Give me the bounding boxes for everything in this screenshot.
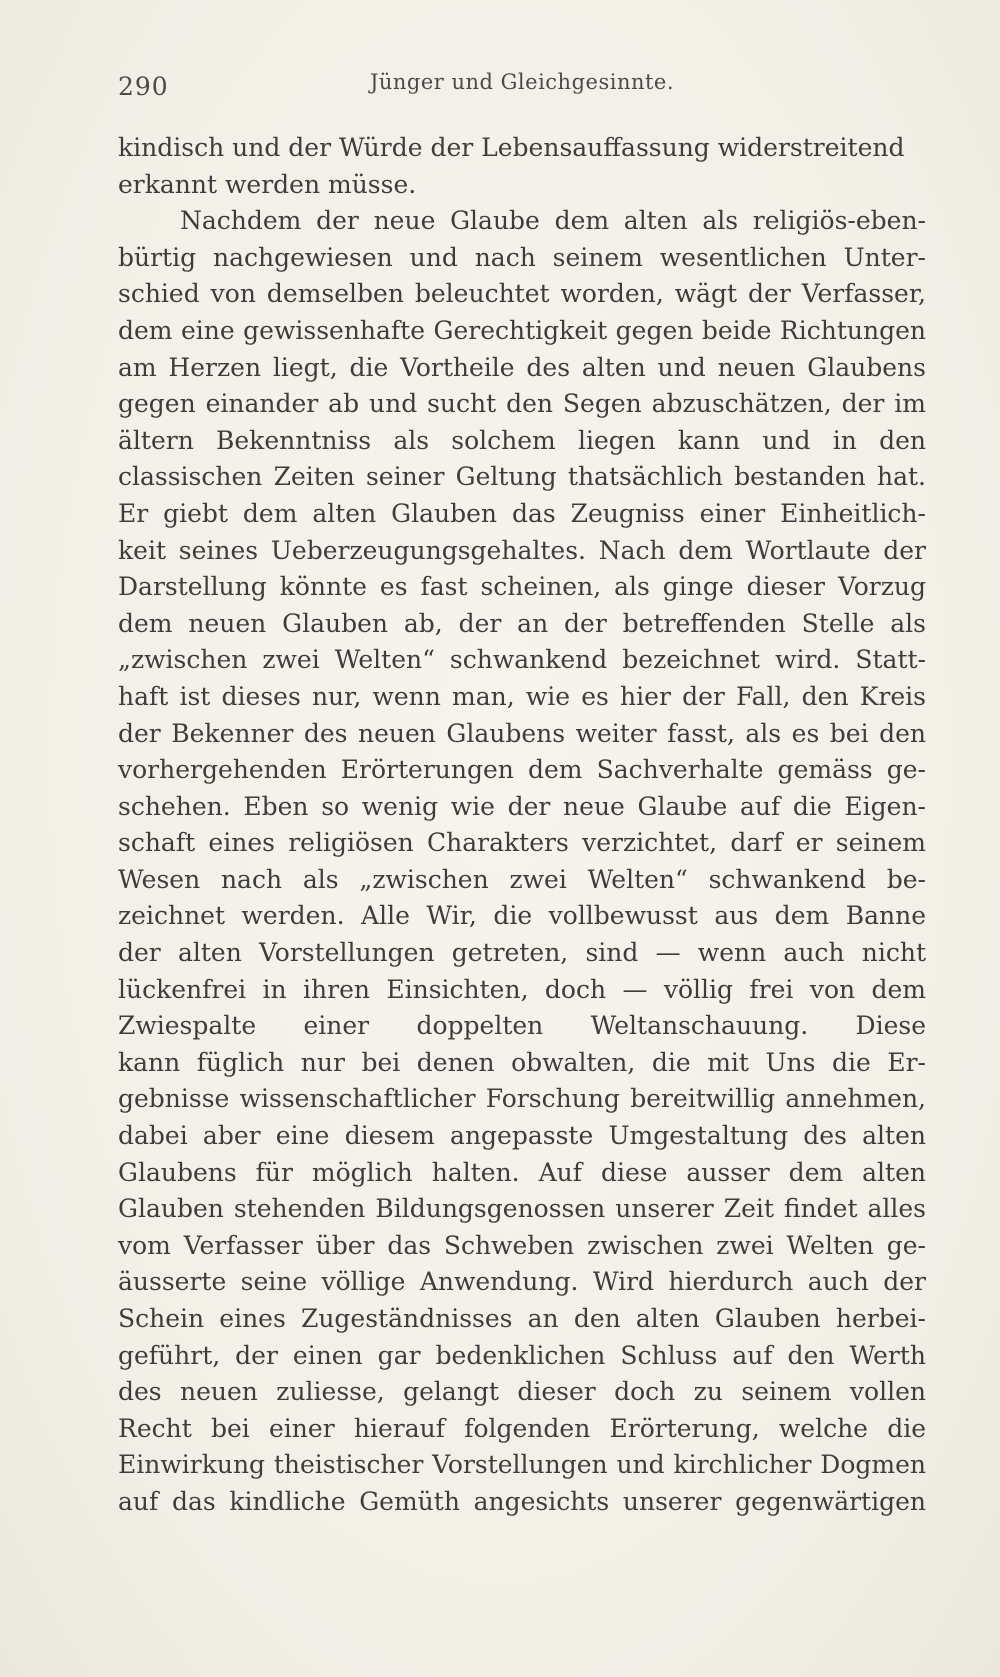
text-line: schied von demselben beleuchtet worden, wägt der Verfasser, [118,279,926,309]
text-line: gebnisse wissenschaftlicher Forschung bereitwillig annehmen, [118,1084,926,1114]
text-line: des neuen zuliesse, gelangt dieser doch zu seinem vollen [118,1377,926,1407]
text-line: Glauben stehenden Bildungsgenossen unserer Zeit findet alles [118,1194,926,1224]
text-line: schehen. Eben so wenig wie der neue Glaube auf die Eigen- [118,791,926,821]
text-line: auf das kindliche Gemüth angesichts unserer gegenwärtigen [118,1486,926,1516]
text-line: geführt, der einen gar bedenklichen Schluss auf den Werth [118,1340,926,1370]
text-line: Darstellung könnte es fast scheinen, als ginge dieser Vorzug [118,572,926,602]
text-line: Recht bei einer hierauf folgenden Erörterung, welche die [118,1413,926,1443]
text-line: Glaubens für möglich halten. Auf diese ausser dem alten [118,1157,926,1187]
text-line: zeichnet werden. Alle Wir, die vollbewusst aus dem Banne [118,901,926,931]
text-line: kann füglich nur bei denen obwalten, die mit Uns die Er- [118,1047,926,1077]
text-line: ältern Bekenntniss als solchem liegen kann und in den [118,425,926,455]
text-line: vom Verfasser über das Schweben zwischen zwei Welten ge- [118,1230,926,1260]
text-line: lückenfrei in ihren Einsichten, doch — völlig frei von dem [118,974,926,1004]
text-line: classischen Zeiten seiner Geltung thatsächlich bestanden hat. [118,462,926,492]
text-line: bürtig nachgewiesen und nach seinem wesentlichen Unter- [118,242,926,272]
text-line: der alten Vorstellungen getreten, sind — wenn auch nicht [118,938,926,968]
text-line: äusserte seine völlige Anwendung. Wird hierdurch auch der [118,1267,926,1297]
text-line: dem neuen Glauben ab, der an der betreffenden Stelle als [118,608,926,638]
text-line: „zwischen zwei Welten“ schwankend bezeichnet wird. Statt- [118,645,926,675]
text-line: dem eine gewissenhafte Gerechtigkeit gegen beide Richtungen [118,315,926,345]
text-line: gegen einander ab und sucht den Segen abzuschätzen, der im [118,389,926,419]
running-title: Jünger und Gleichgesinnte. [369,70,675,94]
text-line: dabei aber eine diesem angepasste Umgestaltung des alten [118,1121,926,1151]
text-line: Zwiespalte einer doppelten Weltanschauung. Diese [118,1011,926,1041]
body-text [118,130,926,1521]
text-line: Nachdem der neue Glaube dem alten als religiös-eben- [180,206,926,236]
text-line: vorhergehenden Erörterungen dem Sachverhalte gemäss ge- [118,755,926,785]
text-line: Einwirkung theistischer Vorstellungen und kirchlicher Dogmen [118,1450,926,1480]
page-header [118,66,926,106]
text-line: keit seines Ueberzeugungsgehaltes. Nach dem Wortlaute der [118,535,926,565]
text-line: Er giebt dem alten Glauben das Zeugniss einer Einheitlich- [118,498,926,528]
text-line: kindisch und der Würde der Lebensauffassung widerstreitend [118,133,905,162]
text-line: am Herzen liegt, die Vortheile des alten und neuen Glaubens [118,352,926,382]
page-number: 290 [118,72,169,101]
text-line: schaft eines religiösen Charakters verzichtet, darf er seinem [118,828,926,858]
text-line: Schein eines Zugeständnisses an den alten Glauben herbei- [118,1304,926,1333]
text-line: erkannt werden müsse. [118,169,417,199]
text-line: Wesen nach als „zwischen zwei Welten“ schwankend be- [118,864,926,894]
text-line: haft ist dieses nur, wenn man, wie es hier der Fall, den Kreis [118,681,926,711]
text-line: der Bekenner des neuen Glaubens weiter fasst, als es bei den [118,718,926,748]
